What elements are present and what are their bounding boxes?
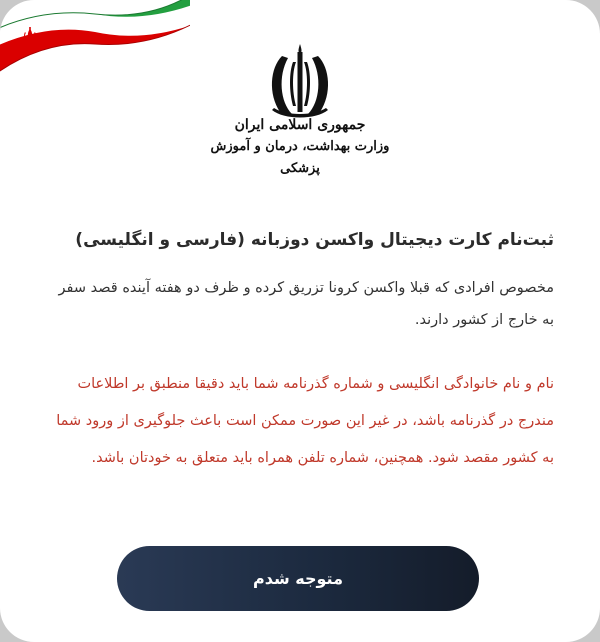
iran-emblem-icon (262, 42, 338, 120)
confirm-button[interactable]: متوجه شدم (117, 546, 479, 611)
description-text: مخصوص افرادی که قبلا واکسن کرونا تزریق کرده و ظرف دو هفته آینده قصد سفر به خارج از کشور دارند. (58, 280, 554, 328)
ministry-line-country: جمهوری اسلامی ایران (234, 117, 366, 133)
warning-text: نام و نام خانوادگی انگلیسی و شماره گذرنامه شما باید دقیقا منطبق بر اطلاعات مندرج در گذرنامه باشد، در غیر این صورت ممکن است باعث جلوگیری از ورود شما به کشور مقصد شود. همچنین، شماره تلفن همراه باید متعلق به خودتان باشد. (56, 376, 554, 466)
ministry-line-name: وزارت بهداشت، درمان و آموزش پزشکی (210, 139, 390, 176)
page-title: ثبت‌نام کارت دیجیتال واکسن دوزبانه (فارسی و انگلیسی) (75, 230, 554, 250)
iran-flag-ribbon-icon (0, 0, 190, 110)
ministry-logo-text (200, 114, 400, 180)
